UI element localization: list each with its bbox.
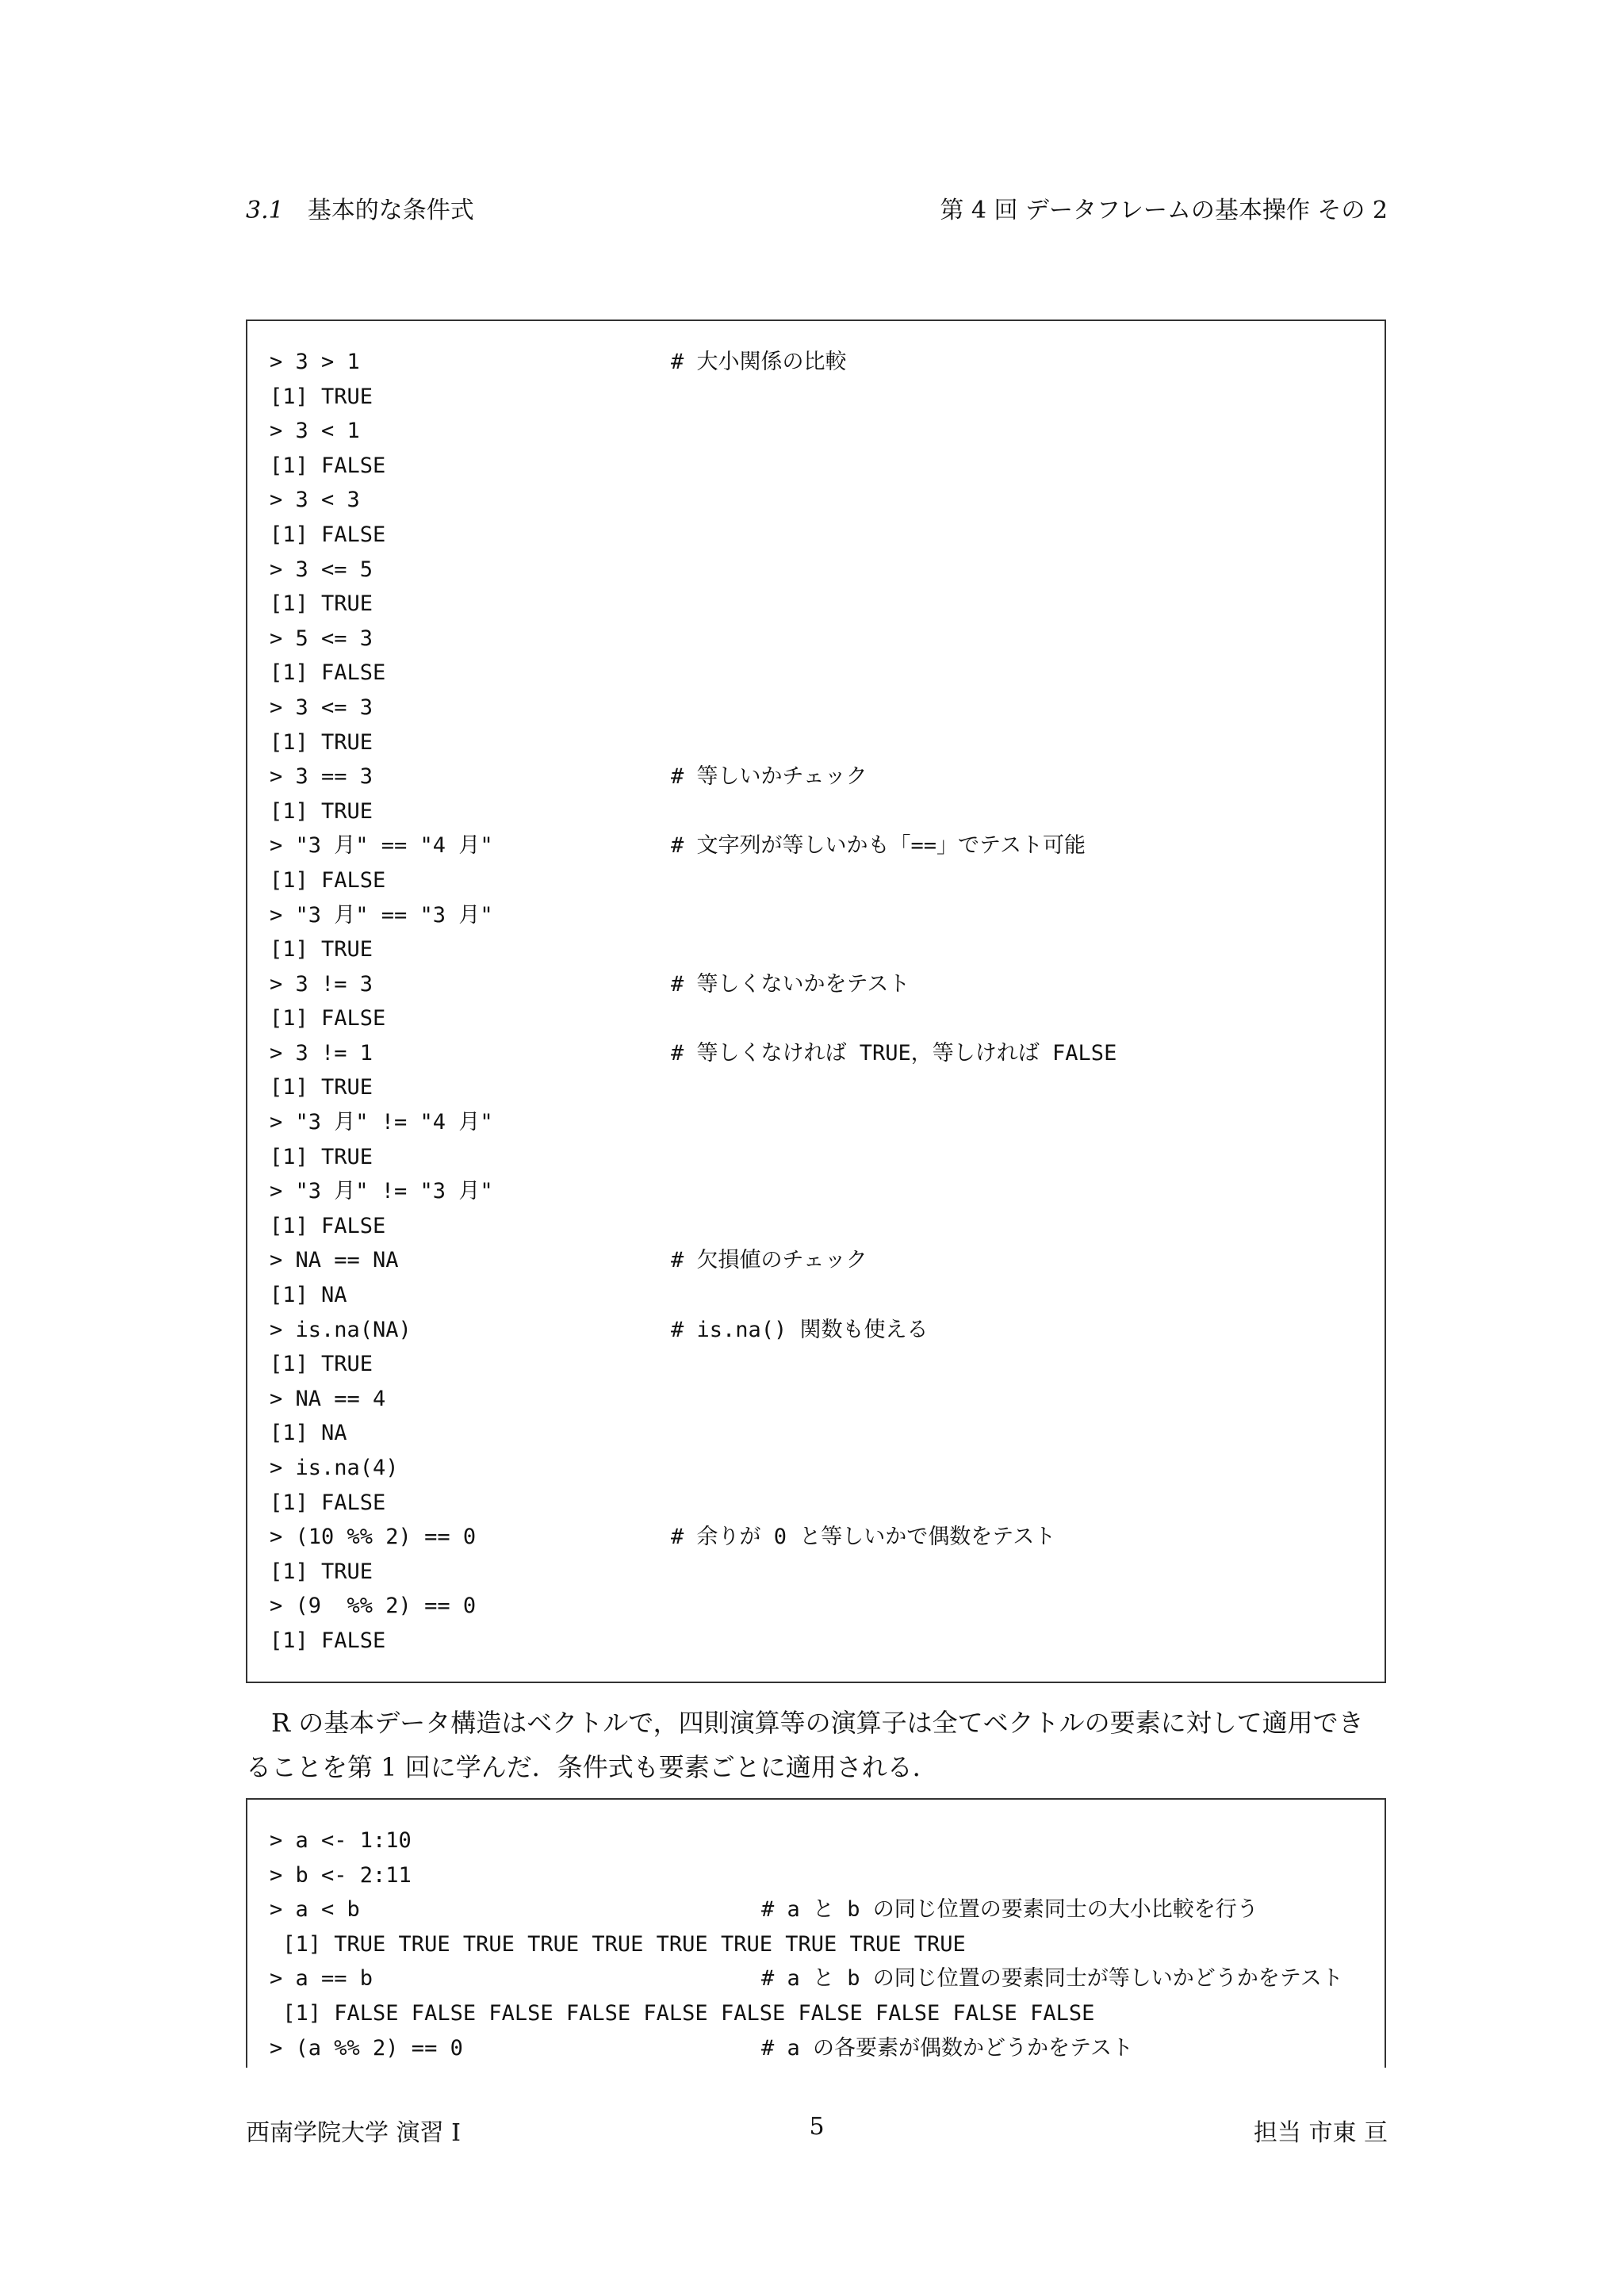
code-text: > a == b (270, 1966, 373, 1992)
code-line (247, 725, 1385, 760)
paragraph-line: ることを第 1 回に学んだ．条件式も要素ごとに適用される． (246, 1752, 938, 1782)
code-comment: # a の各要素が偶数かどうかをテスト (761, 2035, 1133, 2061)
code-line (247, 1001, 1385, 1036)
code-line (247, 1451, 1385, 1486)
code-line (247, 1313, 1385, 1348)
code-line (247, 1892, 1385, 1927)
code-line (247, 518, 1385, 553)
code-text: [1] NA (270, 1283, 347, 1308)
code-line (247, 483, 1385, 518)
code-line (247, 898, 1385, 933)
code-comment: # 等しくないかをテスト (671, 971, 910, 997)
code-text: [1] FALSE FALSE FALSE FALSE FALSE FALSE FALSE FALSE FALSE FALSE (270, 2000, 1095, 2026)
code-text: > 5 <= 3 (270, 626, 373, 651)
code-line (247, 1105, 1385, 1140)
code-line (247, 1961, 1385, 1996)
code-text: [1] TRUE (270, 1075, 373, 1100)
footer-course: 西南学院大学 演習 I (246, 2119, 461, 2147)
code-line (247, 1347, 1385, 1382)
section-number: 3.1 (246, 197, 284, 224)
code-line (247, 1589, 1385, 1624)
section-title: 基本的な条件式 (307, 197, 474, 224)
footer-instructor: 担当 市東 亘 (1253, 2119, 1388, 2147)
paragraph-line: R の基本データ構造はベクトルで，四則演算等の演算子は全てベクトルの要素に対して適用でき (271, 1708, 1364, 1738)
code-text: > a <- 1:10 (270, 1828, 412, 1853)
body-paragraph (246, 1701, 1388, 1789)
code-text: > "3 月" == "4 月" (270, 833, 493, 859)
code-line (247, 345, 1385, 380)
code-comment: # 大小関係の比較 (671, 350, 847, 374)
code-line (247, 1996, 1385, 2031)
running-section-title (246, 190, 474, 225)
code-line (247, 1858, 1385, 1893)
code-line (247, 1520, 1385, 1555)
code-text: [1] TRUE (270, 937, 373, 962)
code-line (247, 1927, 1385, 1962)
code-line (247, 760, 1385, 794)
code-text: > "3 月" != "3 月" (270, 1179, 493, 1204)
code-text: > b <- 2:11 (270, 1862, 412, 1888)
code-comment: # 等しいかチェック (671, 764, 868, 790)
code-text: > NA == 4 (270, 1386, 386, 1411)
code-line (247, 932, 1385, 967)
code-text: > NA == NA (270, 1248, 399, 1273)
code-text: [1] TRUE (270, 798, 373, 824)
code-line (247, 863, 1385, 898)
code-line (247, 1036, 1385, 1071)
code-text: [1] TRUE (270, 1352, 373, 1377)
code-text: > (10 %% 2) == 0 (270, 1525, 477, 1550)
code-line (247, 967, 1385, 1002)
code-line (247, 553, 1385, 587)
code-text: [1] FALSE (270, 867, 386, 893)
page-header (246, 190, 1388, 230)
code-text: [1] FALSE (270, 1213, 386, 1238)
page-number: 5 (809, 2113, 825, 2141)
code-line (247, 449, 1385, 484)
code-line (247, 1416, 1385, 1451)
code-text: > 3 > 1 (270, 350, 360, 374)
code-text: > "3 月" == "3 月" (270, 902, 493, 928)
code-text: [1] FALSE (270, 1490, 386, 1515)
code-line (247, 1278, 1385, 1313)
code-text: > 3 != 3 (270, 971, 373, 997)
code-text: [1] TRUE (270, 384, 373, 409)
page-footer (246, 2113, 1388, 2152)
code-comment: # 欠損値のチェック (671, 1248, 868, 1273)
code-line (247, 1070, 1385, 1105)
code-line (247, 828, 1385, 863)
code-text: [1] NA (270, 1421, 347, 1446)
code-block-2 (246, 1798, 1386, 2068)
code-text: [1] FALSE (270, 660, 386, 686)
code-line (247, 691, 1385, 725)
code-text: > is.na(4) (270, 1456, 399, 1480)
code-line (247, 622, 1385, 656)
code-line (247, 1382, 1385, 1417)
code-text: [1] TRUE (270, 591, 373, 617)
code-comment: # 文字列が等しいかも「==」でテスト可能 (671, 833, 1086, 859)
code-line (247, 1624, 1385, 1659)
code-text: > a < b (270, 1897, 360, 1923)
code-line (247, 587, 1385, 622)
code-line (247, 1555, 1385, 1590)
code-line (247, 1140, 1385, 1175)
code-text: [1] TRUE TRUE TRUE TRUE TRUE TRUE TRUE TRUE TRUE TRUE (270, 1931, 966, 1957)
code-comment: # a と b の同じ位置の要素同士が等しいかどうかをテスト (761, 1966, 1343, 1992)
code-text: > (9 %% 2) == 0 (270, 1594, 477, 1619)
code-text: [1] FALSE (270, 1006, 386, 1031)
code-line (247, 1823, 1385, 1858)
code-text: [1] FALSE (270, 522, 386, 547)
code-line (247, 414, 1385, 449)
code-text: > 3 == 3 (270, 764, 373, 790)
code-line (247, 1209, 1385, 1244)
code-line (247, 1486, 1385, 1521)
code-line (247, 380, 1385, 415)
code-text: [1] FALSE (270, 453, 386, 478)
code-line (247, 794, 1385, 829)
code-text: > 3 < 1 (270, 419, 360, 444)
code-comment: # 等しくなければ TRUE，等しければ FALSE (671, 1040, 1117, 1066)
code-comment: # is.na() 関数も使える (671, 1317, 929, 1342)
code-text: > 3 != 1 (270, 1040, 373, 1066)
code-text: > 3 <= 3 (270, 695, 373, 720)
code-line (247, 2031, 1385, 2066)
code-comment: # 余りが 0 と等しいかで偶数をテスト (671, 1525, 1056, 1550)
code-text: > 3 <= 5 (270, 557, 373, 582)
code-text: [1] TRUE (270, 1559, 373, 1584)
code-text: > (a %% 2) == 0 (270, 2035, 463, 2061)
code-line (247, 1174, 1385, 1209)
code-line (247, 656, 1385, 691)
code-line (247, 1243, 1385, 1278)
code-text: [1] TRUE (270, 729, 373, 755)
code-text: > is.na(NA) (270, 1317, 412, 1342)
chapter-title: 第 4 回 データフレームの基本操作 その 2 (940, 197, 1388, 224)
code-text: > "3 月" != "4 月" (270, 1110, 493, 1135)
code-text: [1] FALSE (270, 1628, 386, 1653)
code-block-1 (246, 320, 1386, 1683)
code-comment: # a と b の同じ位置の要素同士の大小比較を行う (761, 1897, 1258, 1923)
code-text: > 3 < 3 (270, 488, 360, 513)
code-text: [1] TRUE (270, 1144, 373, 1169)
